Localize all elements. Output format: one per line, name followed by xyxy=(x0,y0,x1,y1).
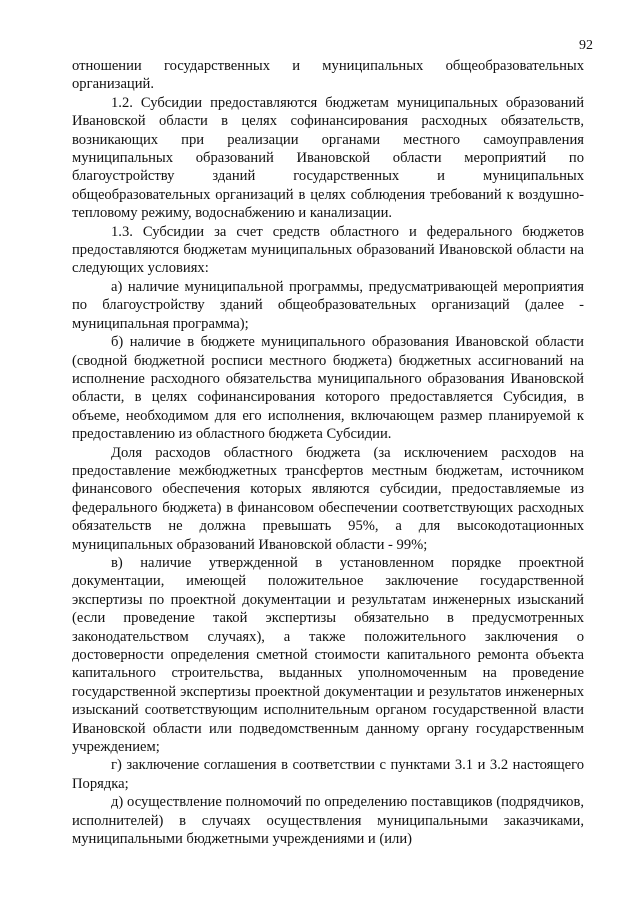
page-number: 92 xyxy=(579,38,593,53)
paragraph-budget-share: Доля расходов областного бюджета (за исключением расходов на предоставление межбюджетных трансфертов местным бюджетам, источником финансового обеспечения которых являются субсидии, предоставляемые из федерального бюджета) в финансовом обеспечении соответствующих расходных обязательств не должна превышать 95%, а для высокодотационных муниципальных образований Ивановской области - 99%; xyxy=(72,444,584,553)
paragraph-condition-b: б) наличие в бюджете муниципального образования Ивановской области (сводной бюджетной росписи местного бюджета) бюджетных ассигнований на исполнение расходного обязательства муниципального образования Ивановской области, в целях софинансирования которого предоставляется Субсидия, в объеме, необходимом для его исполнения, включающем размер планируемой к предоставлению из областного бюджета Субсидии. xyxy=(72,334,584,443)
paragraph-continuation: отношении государственных и муниципальных общеобразовательных организаций. xyxy=(72,58,584,93)
paragraph-condition-g: г) заключение соглашения в соответствии с пунктами 3.1 и 3.2 настоящего Порядка; xyxy=(72,757,584,792)
paragraph-condition-a: а) наличие муниципальной программы, предусматривающей мероприятия по благоустройству зданий общеобразовательных организаций (далее - муниципальная программа); xyxy=(72,278,584,332)
document-body xyxy=(72,57,584,848)
paragraph-1-2: 1.2. Субсидии предоставляются бюджетам муниципальных образований Ивановской области в целях софинансирования расходных обязательств, возникающих при реализации органами местного самоуправления муниципальных образований Ивановской области мероприятий по благоустройству зданий государственных и муниципальных общеобразовательных организаций в целях соблюдения требований к воздушно-тепловому режиму, водоснабжению и канализации. xyxy=(72,94,584,222)
paragraph-condition-d: д) осуществление полномочий по определению поставщиков (подрядчиков, исполнителей) в случаях осуществления муниципальными заказчиками, муниципальными бюджетными учреждениями и (или) xyxy=(72,794,584,848)
paragraph-condition-v: в) наличие утвержденной в установленном порядке проектной документации, имеющей положительное заключение государственной экспертизы по проектной документации и результатам инженерных изысканий (если проведение такой экспертизы обязательно в предусмотренных законодательством случаях), а также положительного заключения о достоверности определения сметной стоимости капитального ремонта объекта капитального строительства, выданных уполномоченным на проведение государственной экспертизы проектной документации и результатов инженерных изысканий соответствующим исполнительным органом государственной власти Ивановской области или подведомственным данному органу государственным учреждением; xyxy=(72,554,584,756)
paragraph-1-3: 1.3. Субсидии за счет средств областного и федерального бюджетов предоставляются бюджетам муниципальных образований Ивановской области на следующих условиях: xyxy=(72,223,584,277)
